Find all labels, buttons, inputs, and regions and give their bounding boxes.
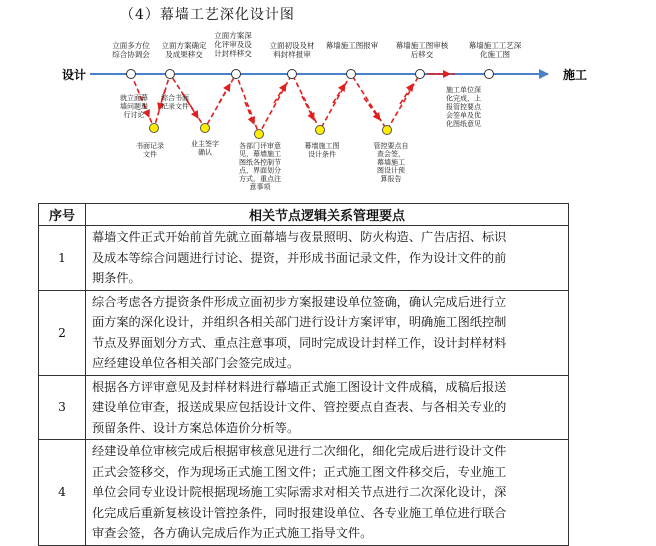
section-heading: （4）幕墙工艺深化设计图 xyxy=(120,7,295,23)
table-header-row xyxy=(39,204,569,226)
top-node xyxy=(347,70,356,79)
top-label: 幕墙施工工艺深化施工图 xyxy=(468,41,522,59)
flow-arrow-9 xyxy=(364,98,380,120)
row-content xyxy=(86,226,569,291)
bottom-node xyxy=(316,126,325,135)
table-row xyxy=(39,375,569,440)
row-line: 正式会签移交，作为现场正式施工图文件；正式施工图文件移交后，专业施工 xyxy=(92,464,507,479)
end-label: 施工 xyxy=(563,68,588,82)
bottom-label: 幕墙施工图设计条件 xyxy=(304,142,340,159)
mid-label: 就立面幕墙问题进行讨论 xyxy=(120,94,148,119)
process-flow-diagram xyxy=(0,0,656,200)
top-label: 立面多方位综合协调会 xyxy=(112,41,150,59)
top-label: 幕墙施工图审核后移交 xyxy=(395,41,449,59)
bottom-label: 业主签字确认 xyxy=(191,140,219,157)
top-node xyxy=(485,70,494,79)
top-label: 立面方案确定及成果移交 xyxy=(161,41,207,59)
bottom-label: 管控要点自查会签，幕墙施工图设计预算报告 xyxy=(373,142,409,183)
top-node xyxy=(127,70,136,79)
row-content xyxy=(86,290,569,375)
row-content xyxy=(86,375,569,440)
table-row xyxy=(39,440,569,546)
row-line: 预留条件、设计方案总体造价分析等。 xyxy=(92,420,300,435)
top-label: 立面方案深化评审及设计封样移交 xyxy=(214,31,252,58)
row-index: 4 xyxy=(39,440,86,546)
row-line: 单位会同专业设计院根据现场施工实际需求对相关节点进行二次深化设计，深 xyxy=(92,485,507,499)
top-node xyxy=(288,70,297,79)
row-index: 2 xyxy=(39,290,86,375)
flow-arrow-5 xyxy=(245,102,254,124)
bottom-label: 书面记录文件 xyxy=(136,142,164,159)
row-line: 建设单位审查，报送成果应包括设计文件、管控要点自查表、与各相关专业的 xyxy=(92,400,507,414)
row-line: 期条件。 xyxy=(92,271,141,285)
right-note: 施工单位深化完成，上报管控要点会签单及优化图纸意见 xyxy=(446,86,481,128)
top-node xyxy=(416,70,425,79)
flow-arrow-8 xyxy=(333,84,345,103)
row-line: 幕墙文件正式开始前首先就立面幕墙与夜景照明、防火构造、广告店招、标识 xyxy=(92,230,507,244)
bottom-node xyxy=(150,124,159,133)
row-content xyxy=(86,440,569,546)
start-label: 设计 xyxy=(62,68,87,82)
bottom-node xyxy=(255,130,264,139)
top-node xyxy=(232,70,241,79)
row-line: 节点及界面划分方式、重点注意事项，同时完成设计封样工作，设计封样材料 xyxy=(92,335,507,350)
header-content: 相关节点逻辑关系管理要点 xyxy=(86,204,569,226)
top-label: 幕墙施工图报审 xyxy=(325,41,379,50)
row-line: 及成本等综合问题进行讨论、提资，并形成书面记录文件，作为设计文件的前 xyxy=(92,250,507,265)
row-line: 面方案的深化设计，并组织各相关部门进行设计方案评审，明确施工图纸控制 xyxy=(92,315,507,329)
row-index: 3 xyxy=(39,375,86,440)
row-line: 应经建设单位各相关部门会签完成过。 xyxy=(92,356,300,370)
table-row xyxy=(39,226,569,291)
row-index: 1 xyxy=(39,226,86,291)
flow-arrow-7 xyxy=(302,96,314,120)
row-line: 经建设单位审核完成后根据审核意见进行二次细化，细化完成后进行设计文件 xyxy=(92,444,507,458)
table-row xyxy=(39,290,569,375)
row-line: 根据各方评审意见及封样材料进行幕墙正式施工图设计文件成稿，成稿后报送 xyxy=(92,379,507,394)
row-line: 化完成后重新复核设计管控条件，同时报建设单位、各专业施工单位进行联合 xyxy=(92,505,507,520)
row-line: 综合考虑各方提资条件形成立面初步方案报建设单位签确，确认完成后进行立 xyxy=(92,294,507,309)
flow-arrow-6 xyxy=(274,84,286,103)
bottom-node xyxy=(383,126,392,135)
header-index: 序号 xyxy=(39,204,86,226)
row-line: 审查会签，各方确认完成后作为正式施工指导文件。 xyxy=(92,526,373,540)
bottom-node xyxy=(201,124,210,133)
top-node xyxy=(166,70,175,79)
rules-table xyxy=(38,203,569,546)
flow-arrow-10 xyxy=(400,84,413,104)
bottom-label: 各部门评审意见，幕墙施工图纸各控制节点，界面划分方式，重点注意事项 xyxy=(239,142,281,191)
mid-label: 综合书面记录文件 xyxy=(161,94,189,111)
top-label: 立面初设及材料封样报审 xyxy=(269,41,315,59)
flow-arrow-4 xyxy=(219,84,230,103)
